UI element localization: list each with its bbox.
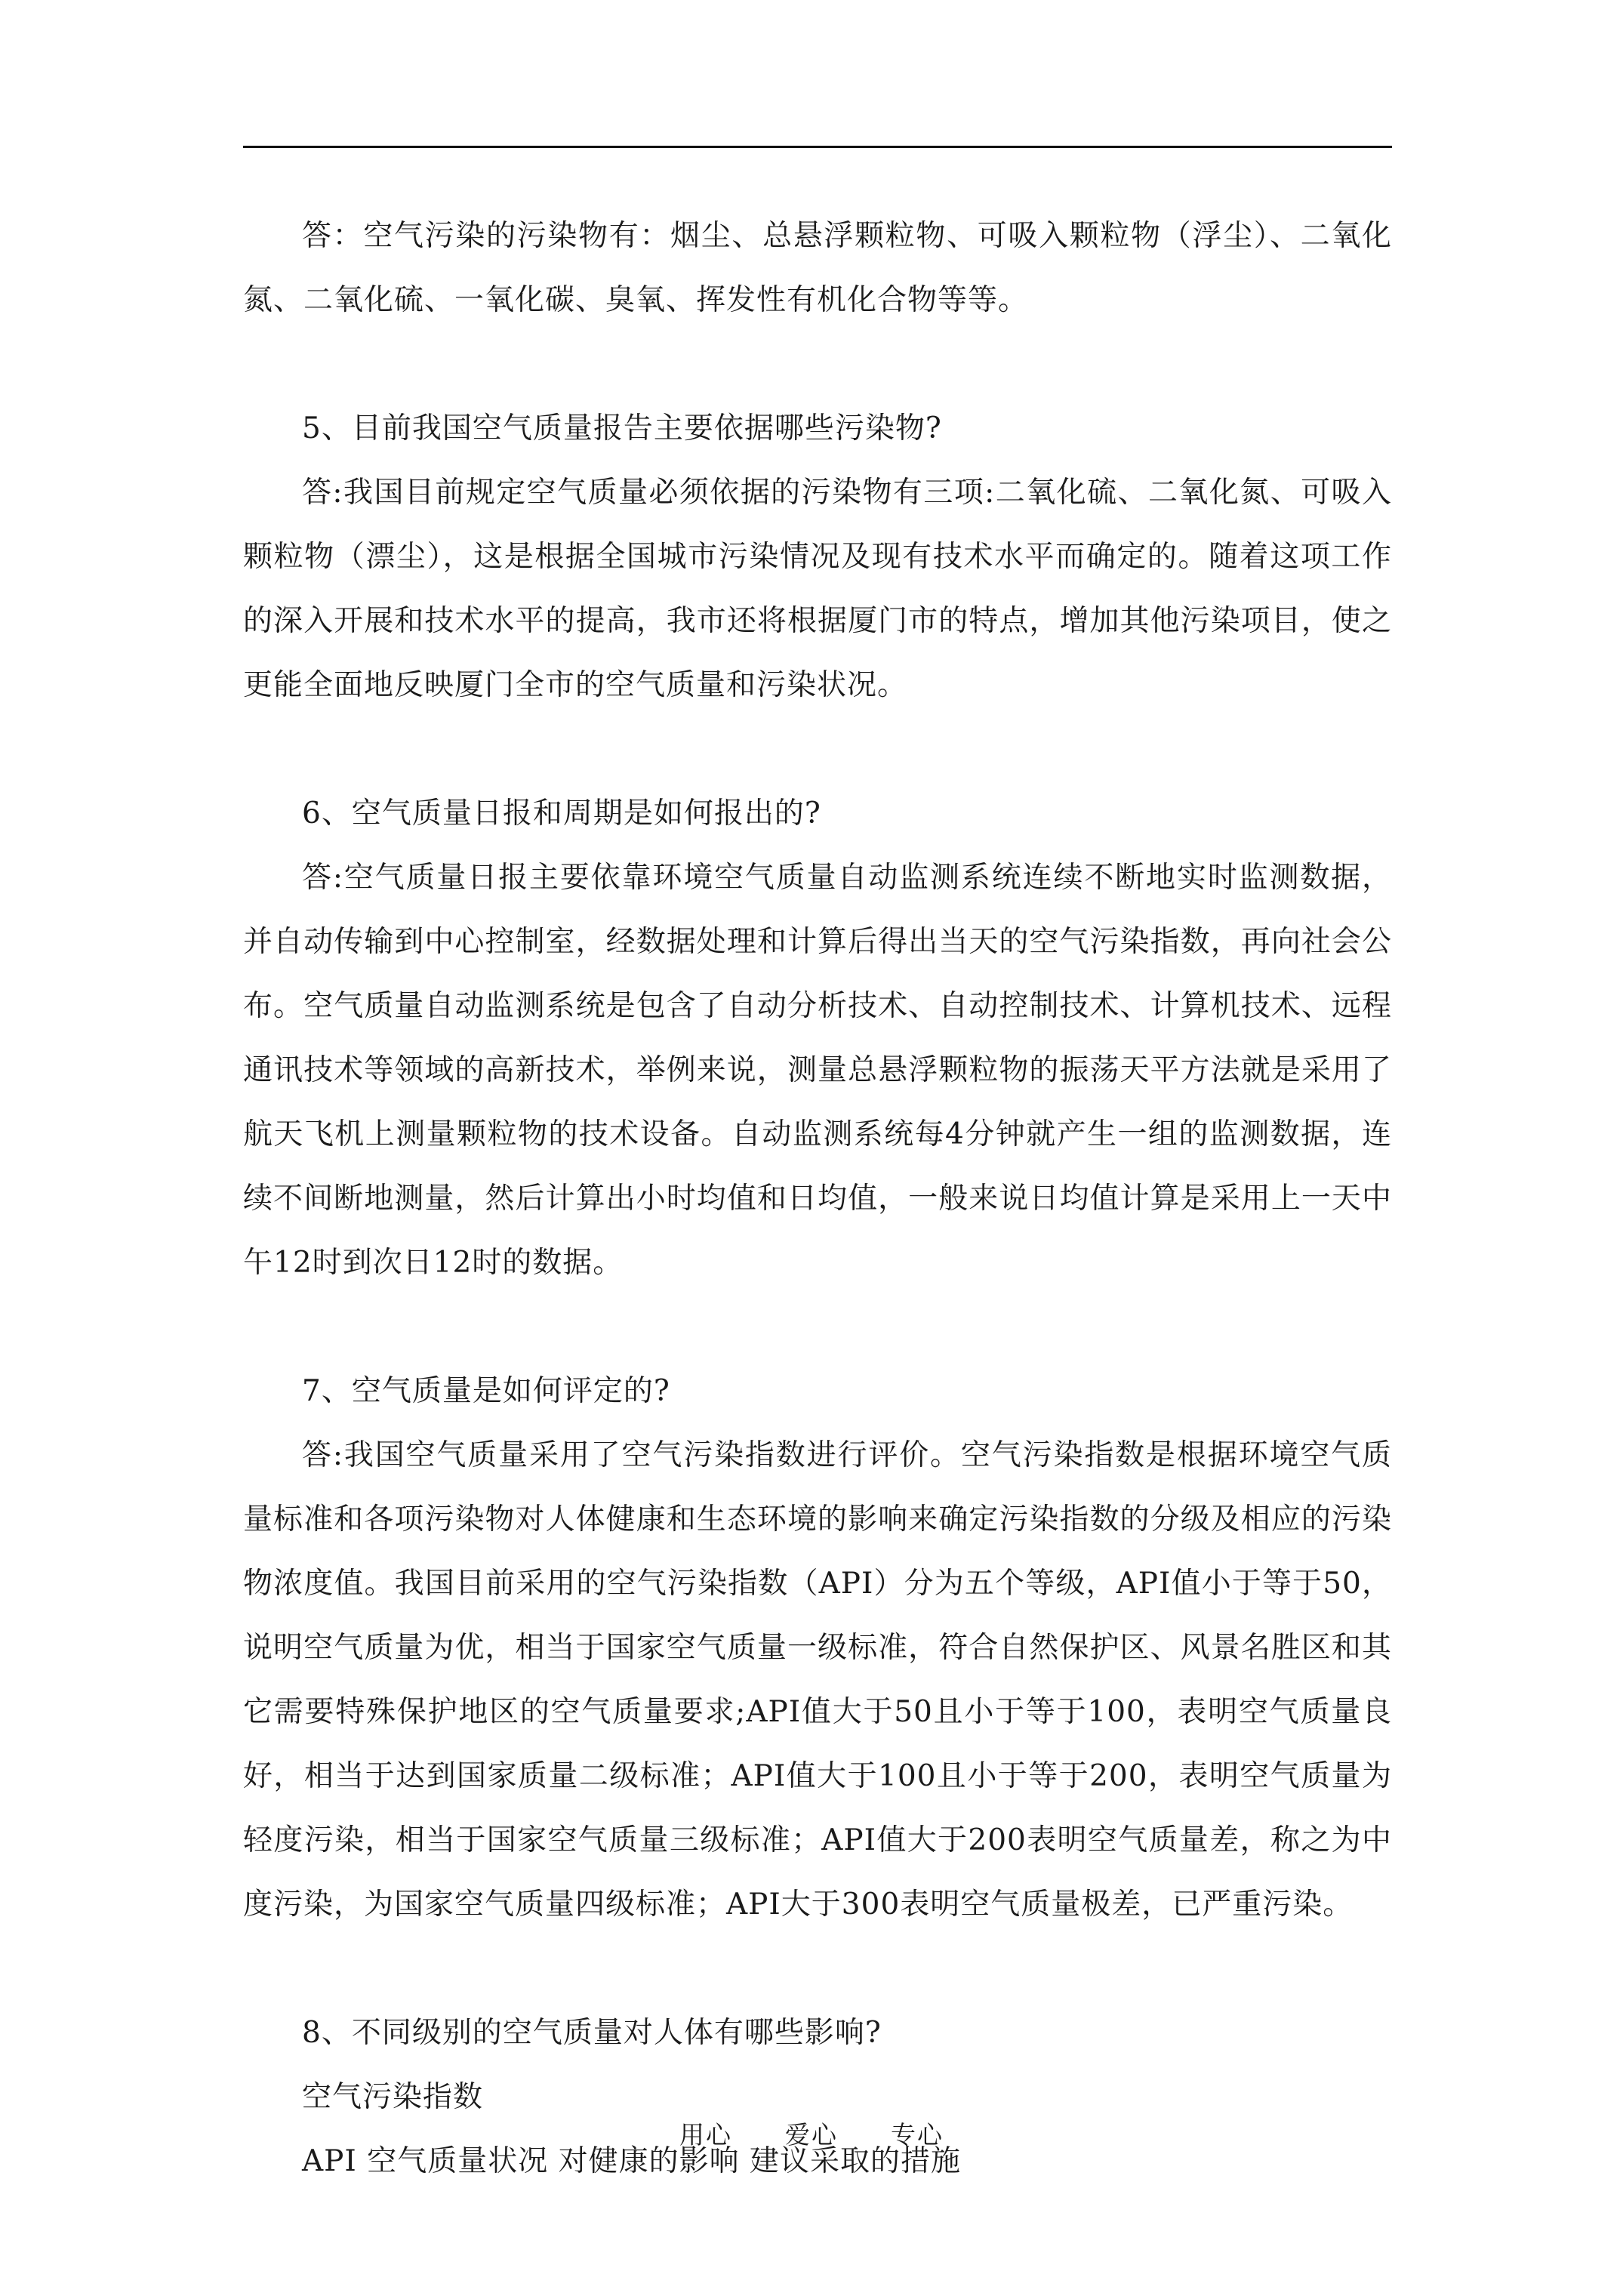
answer-paragraph: 答:我国目前规定空气质量必须依据的污染物有三项:二氧化硫、二氧化氮、可吸入颗粒物（漂尘），这是根据全国城市污染情况及现有技术水平而确定的。随着这项工作的深入开展和技术水平的提高，我市还将根据厦门市的特点，增加其他污染项目，使之更能全面地反映厦门全市的空气质量和污染状况。 <box>243 476 1392 702</box>
table-title: 空气污染指数 <box>302 2080 484 2114</box>
document-body <box>243 204 1392 2193</box>
question-heading: 6、空气质量日报和周期是如何报出的? <box>302 797 821 831</box>
header-rule <box>243 146 1392 148</box>
page-footer: 用心 爱心 专心 <box>679 2120 944 2150</box>
paragraph-gap <box>243 717 1392 781</box>
answer-paragraph: 答：空气污染的污染物有：烟尘、总悬浮颗粒物、可吸入颗粒物（浮尘）、二氧化氮、二氧化硫、一氧化碳、臭氧、挥发性有机化合物等等。 <box>243 219 1392 317</box>
answer-paragraph: 答:空气质量日报主要依靠环境空气质量自动监测系统连续不断地实时监测数据，并自动传输到中心控制室，经数据处理和计算后得出当天的空气污染指数，再向社会公布。空气质量自动监测系统是包含了自动分析技术、自动控制技术、计算机技术、远程通讯技术等领域的高新技术，举例来说，测量总悬浮颗粒物的振荡天平方法就是采用了航天飞机上测量颗粒物的技术设备。自动监测系统每4分钟就产生一组的监测数据，连续不间断地测量，然后计算出小时均值和日均值，一般来说日均值计算是采用上一天中午12时到次日12时的数据。 <box>243 861 1393 1280</box>
question-heading: 7、空气质量是如何评定的? <box>302 1374 670 1408</box>
paragraph-gap <box>243 1295 1392 1359</box>
paragraph-gap <box>243 1937 1392 2001</box>
question-heading: 5、目前我国空气质量报告主要依据哪些污染物? <box>302 411 942 445</box>
table-header-row: API 空气质量状况 对健康的影响 建议采取的措施 <box>302 2144 962 2178</box>
paragraph-gap <box>243 332 1392 396</box>
answer-paragraph: 答:我国空气质量采用了空气污染指数进行评价。空气污染指数是根据环境空气质量标准和各项污染物对人体健康和生态环境的影响来确定污染指数的分级及相应的污染物浓度值。我国目前采用的空气污染指数（API）分为五个等级，API值小于等于50，说明空气质量为优，相当于国家空气质量一级标准，符合自然保护区、风景名胜区和其它需要特殊保护地区的空气质量要求;API值大于50且小于等于100，表明空气质量良好，相当于达到国家质量二级标准；API值大于100且小于等于200，表明空气质量为轻度污染，相当于国家空气质量三级标准；API值大于200表明空气质量差，称之为中度污染，为国家空气质量四级标准；API大于300表明空气质量极差，已严重污染。 <box>243 1438 1393 1922</box>
question-heading: 8、不同级别的空气质量对人体有哪些影响? <box>302 2016 882 2050</box>
